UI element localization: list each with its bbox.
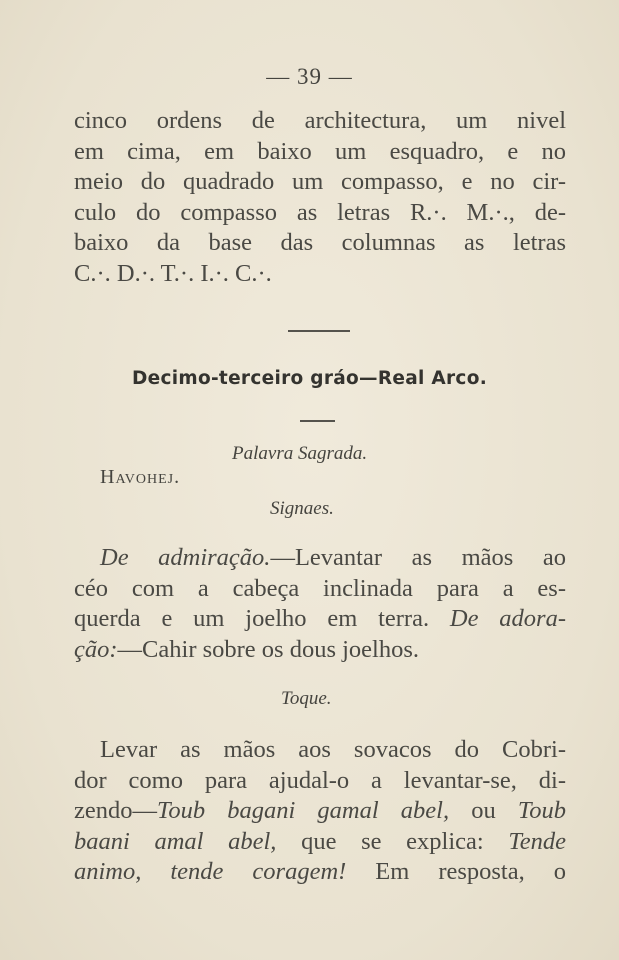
italic-term: baani amal abel, — [74, 827, 277, 855]
italic-term: ção: — [74, 635, 118, 663]
signaes-label: Signaes. — [270, 498, 334, 519]
paragraph-ordens — [74, 106, 566, 290]
italic-term: Toub — [517, 797, 566, 825]
italic-term: animo, tende coragem! — [74, 858, 347, 886]
text-line — [74, 857, 566, 888]
text-line: Levar as mãos aos sovacos do Cobri- — [100, 736, 566, 763]
toque-label: Toque. — [281, 688, 332, 709]
text-run: —Cahir sobre os dous joelhos. — [117, 635, 420, 663]
text-run: zendo— — [74, 797, 157, 825]
text-line: céo com a cabeça inclinada para a es- — [74, 574, 566, 602]
text-line — [74, 543, 566, 574]
italic-term: Toub bagani gamal abel, — [157, 797, 450, 825]
text-run: que se explica: — [276, 827, 509, 855]
text-run: querda e um joelho em terra. — [74, 605, 430, 633]
text-line — [74, 604, 566, 635]
paragraph-signaes — [74, 543, 566, 665]
text-line: dor como para ajudal-o a levantar-se, di- — [74, 766, 566, 794]
text-line: em cima, em baixo um esquadro, e no — [74, 137, 566, 165]
text-line: culo do compasso as letras R.·. M.·., de- — [74, 198, 566, 226]
text-line: C.·. D.·. T.·. I.·. C.·. — [74, 259, 272, 287]
text-line: cinco ordens de architectura, um nivel — [74, 107, 566, 134]
section-divider — [288, 330, 350, 332]
paragraph-toque — [74, 735, 566, 888]
italic-term: Tende — [508, 827, 566, 855]
text-line — [74, 796, 566, 827]
text-run: ou — [449, 797, 518, 825]
section-heading: Decimo-terceiro gráo—Real Arco. — [131, 368, 488, 389]
heading-divider — [300, 420, 335, 422]
palavra-sagrada-label: Palavra Sagrada. — [232, 443, 368, 464]
text-line — [74, 635, 566, 666]
italic-term: De admiração. — [100, 544, 271, 571]
text-line: baixo da base das columnas as letras — [74, 229, 566, 257]
sacred-word: Havohej. — [100, 466, 181, 488]
page-number: — 39 — — [266, 64, 353, 89]
text-run: Em resposta, o — [346, 858, 566, 886]
text-run: —Levantar as mãos ao — [270, 544, 566, 571]
italic-term: De adora- — [449, 605, 566, 633]
text-line: meio do quadrado um compasso, e no cir- — [74, 168, 566, 196]
text-line — [74, 827, 566, 858]
